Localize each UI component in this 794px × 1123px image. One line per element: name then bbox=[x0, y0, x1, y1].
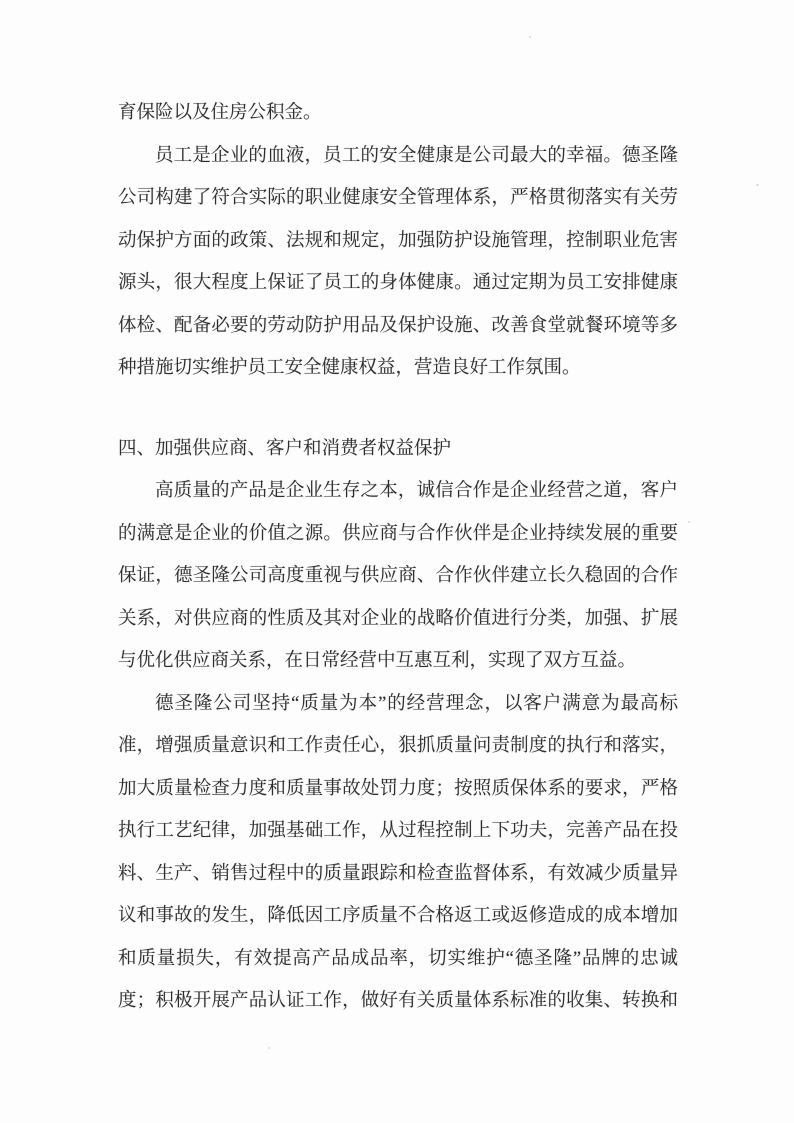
text-line: 保证，德圣隆公司高度重视与供应商、合作伙伴建立长久稳固的合作 bbox=[118, 566, 678, 586]
text-line: 源头，很大程度上保证了员工的身体健康。通过定期为员工安排健康 bbox=[118, 273, 678, 293]
text-line: 料、生产、销售过程中的质量跟踪和检查监督体系，有效减少质量异 bbox=[118, 863, 678, 884]
text-line: 员工是企业的血液，员工的安全健康是公司最大的幸福。德圣隆 bbox=[155, 145, 678, 166]
text-line: 和质量损失，有效提高产品成品率，切实维护“德圣隆”品牌的忠诚 bbox=[118, 948, 678, 969]
scan-speck bbox=[688, 521, 690, 523]
text-line: 关系，对供应商的性质及其对企业的战略价值进行分类，加强、扩展 bbox=[118, 608, 678, 629]
scan-speck bbox=[756, 184, 759, 186]
text-line: 执行工艺纪律，加强基础工作，从过程控制上下功夫，完善产品在投 bbox=[118, 821, 678, 841]
text-line: 的满意是企业的价值之源。供应商与合作伙伴是企业持续发展的重要 bbox=[118, 523, 678, 544]
text-line: 公司构建了符合实际的职业健康安全管理体系，严格贯彻落实有关劳 bbox=[118, 188, 678, 208]
section-heading: 四、加强供应商、客户和消费者权益保护 bbox=[118, 438, 452, 459]
text-line: 体检、配备必要的劳动防护用品及保护设施、改善食堂就餐环境等多 bbox=[118, 315, 678, 336]
text-line: 议和事故的发生，降低因工序质量不合格返工或返修造成的成本增加 bbox=[118, 906, 678, 926]
text-line: 种措施切实维护员工安全健康权益，营造良好工作氛围。 bbox=[118, 358, 581, 378]
scan-speck bbox=[529, 36, 531, 38]
text-line: 高质量的产品是企业生存之本，诚信合作是企业经营之道，客户 bbox=[155, 481, 678, 501]
text-line: 度；积极开展产品认证工作，做好有关质量体系标准的收集、转换和 bbox=[118, 991, 678, 1011]
text-line: 德圣隆公司坚持“质量为本”的经营理念，以客户满意为最高标 bbox=[155, 693, 678, 714]
text-line: 准，增强质量意识和工作责任心，狠抓质量问责制度的执行和落实， bbox=[118, 736, 678, 756]
text-line: 育保险以及住房公积金。 bbox=[118, 103, 322, 123]
text-line: 动保护方面的政策、法规和规定，加强防护设施管理，控制职业危害 bbox=[118, 230, 678, 251]
text-line: 加大质量检查力度和质量事故处罚力度；按照质保体系的要求，严格 bbox=[118, 778, 678, 799]
scan-speck bbox=[268, 1047, 270, 1049]
document-text-block bbox=[118, 92, 678, 1023]
text-line: 与优化供应商关系，在日常经营中互惠互利，实现了双方互益。 bbox=[118, 651, 637, 671]
